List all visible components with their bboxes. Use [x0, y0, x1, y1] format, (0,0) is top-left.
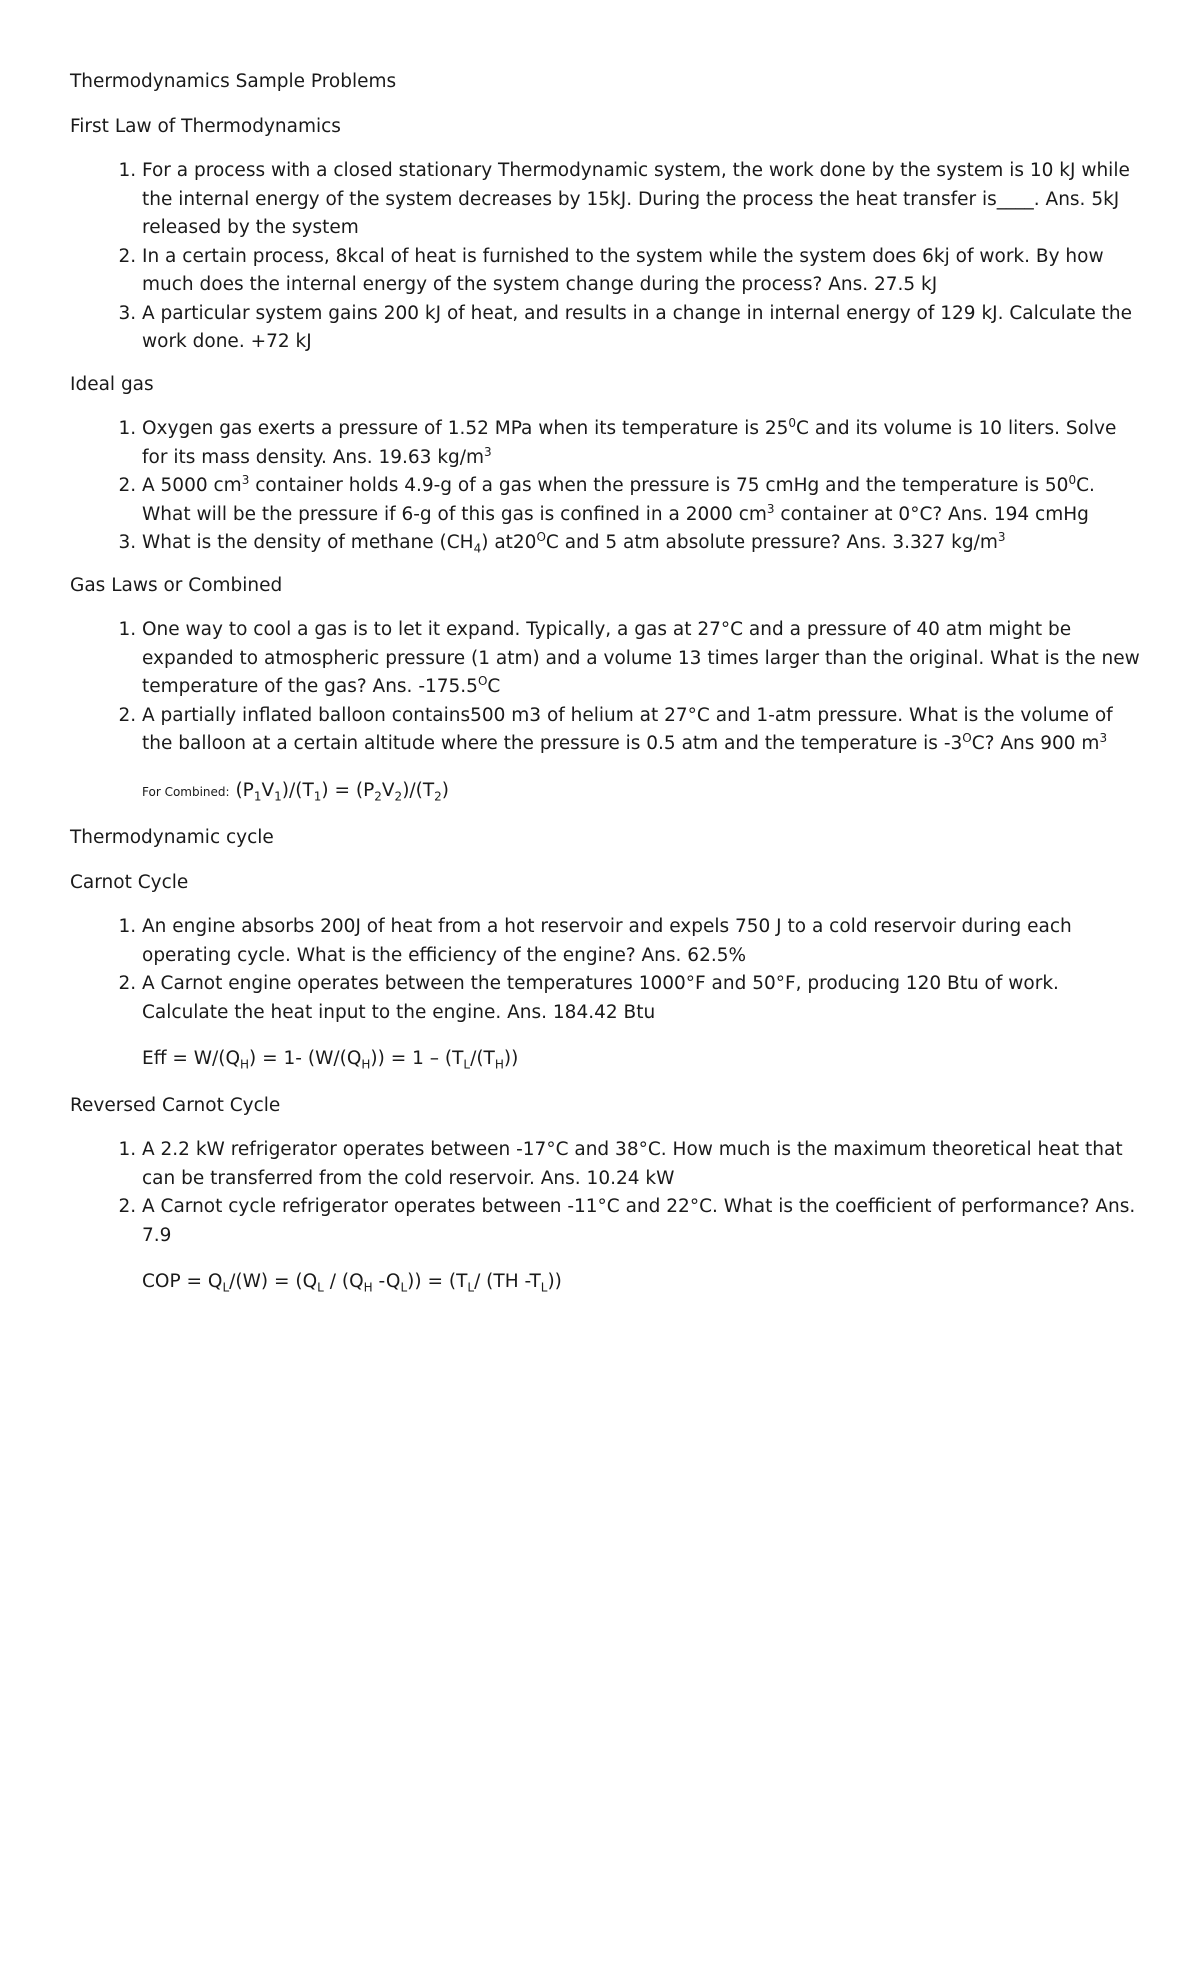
formula-part: )) = (T [407, 1271, 468, 1292]
subscript: L [540, 1280, 548, 1295]
section-heading-carnot: Carnot Cycle [70, 871, 189, 893]
text-run: C [487, 676, 501, 697]
formula-part: /(T [470, 1048, 495, 1069]
problem-item: 2. A Carnot cycle refrigerator operates between -11°C and 22°C. What is the coefficient of performance? Ans. 7.9 [142, 1193, 1140, 1250]
text-run: C and 5 atm absolute pressure? Ans. 3.327 kg/m [545, 532, 998, 553]
text-run: A 5000 cm [142, 475, 242, 496]
text-run: container holds 4.9-g of a gas when the pressure is 75 cmHg and the temperature is 50 [249, 475, 1069, 496]
formula-part: )) [503, 1048, 519, 1069]
problem-item [142, 415, 1140, 472]
formula-part: )) = 1 – (T [370, 1048, 464, 1069]
problem-item [142, 702, 1140, 759]
formula-part: )) [547, 1271, 562, 1292]
superscript: 0 [1068, 472, 1077, 487]
text-run: C and its volume is 10 liters. Solve for its mass density. Ans. 19.63 kg/m [142, 418, 1117, 468]
subscript: L [222, 1280, 230, 1295]
problem-item: 1. An engine absorbs 200J of heat from a hot reservoir and expels 750 J to a cold reservoir during each operating cycle. What is the efficiency of the engine? Ans. 62.5% [142, 913, 1140, 970]
combined-gas-law-formula [142, 777, 1140, 807]
formula-part: Eff = W/(Q [142, 1048, 241, 1069]
subscript: 1 [253, 789, 262, 804]
text-run: container at 0°C? Ans. 194 cmHg [774, 503, 1089, 525]
formula-part: )/(T [402, 779, 435, 801]
section-heading-first-law: First Law of Thermodynamics [70, 115, 341, 137]
formula-part: / (Q [323, 1271, 364, 1292]
problem-item: 1. For a process with a closed stationary Thermodynamic system, the work done by the system is 10 kJ while the internal energy of the system decreases by 15kJ. During the process the heat transfer is____. Ans. 5kJ released by the system [142, 157, 1140, 243]
ideal-gas-problem-list [70, 415, 1140, 558]
formula-part: COP = Q [142, 1271, 223, 1292]
subscript: 4 [473, 541, 482, 556]
formula-part: (P [235, 779, 254, 801]
section-heading-reversed-carnot: Reversed Carnot Cycle [70, 1094, 281, 1116]
reversed-carnot-problem-list [70, 1136, 1140, 1250]
formula-part: /(W) = (Q [229, 1271, 318, 1292]
formula-part: ) = (P [321, 779, 375, 801]
formula-part: V [381, 779, 395, 801]
text-run: C? Ans 900 m [971, 733, 1100, 754]
text-run: What is the density of methane (CH [142, 532, 474, 553]
superscript: O [477, 673, 488, 688]
subscript: 2 [434, 789, 442, 804]
first-law-problem-list [70, 157, 1140, 357]
problem-item [142, 529, 1140, 558]
subscript: L [400, 1280, 408, 1295]
subscript: 1 [274, 789, 282, 804]
superscript: O [962, 730, 972, 745]
text-run: ) at20 [481, 532, 537, 553]
carnot-efficiency-formula [142, 1045, 1140, 1074]
formula-part: / (TH -T [474, 1271, 541, 1292]
section-heading-gas-laws: Gas Laws or Combined [70, 574, 283, 596]
formula-part: V [261, 779, 275, 801]
subscript: H [361, 1057, 371, 1072]
subscript: 2 [394, 789, 403, 804]
subscript: H [363, 1280, 373, 1295]
text-run: One way to cool a gas is to let it expand. Typically, a gas at 27°C and a pressure of 40 atm might be expanded to atmospheric pressure (1 atm) and a volume 13 times larger than the original. What is the new temperature of the gas? Ans. -175.5 [142, 619, 1140, 697]
subscript: L [463, 1057, 471, 1072]
text-run: C. What will be the pressure if 6-g of this gas is confined in a 2000 cm [142, 475, 1095, 525]
cop-formula [142, 1268, 1140, 1297]
carnot-problem-list [70, 913, 1140, 1027]
subscript: H [240, 1057, 250, 1072]
subscript: 2 [374, 789, 382, 804]
superscript: 3 [1099, 730, 1108, 745]
formula-part: )/(T [281, 779, 314, 801]
subscript: L [317, 1280, 324, 1295]
formula-part: -Q [372, 1271, 401, 1292]
subscript: L [467, 1280, 475, 1295]
subscript: 1 [313, 789, 322, 804]
superscript: 3 [484, 444, 492, 459]
superscript: 3 [997, 529, 1006, 544]
superscript: 0 [788, 415, 797, 430]
superscript: O [536, 529, 546, 544]
superscript: 3 [766, 501, 775, 516]
text-run: Oxygen gas exerts a pressure of 1.52 MPa when its temperature is 25 [142, 418, 789, 439]
gas-laws-problem-list [70, 616, 1140, 759]
text-run: A partially inflated balloon contains500 m3 of helium at 27°C and 1-atm pressure. What is the volume of the balloon at a certain altitude where the pressure is 0.5 atm and the temperature is -3 [142, 704, 1113, 754]
superscript: 3 [241, 472, 250, 487]
problem-item [142, 616, 1140, 702]
problem-item: 2. In a certain process, 8kcal of heat is furnished to the system while the system does 6kj of work. By how much does the internal energy of the system change during the process? Ans. 27.5 kJ [142, 243, 1140, 300]
section-heading-ideal-gas: Ideal gas [70, 373, 154, 395]
formula-label: For Combined: [142, 784, 230, 799]
document-title: Thermodynamics Sample Problems [70, 71, 397, 92]
section-heading-thermo-cycle: Thermodynamic cycle [70, 827, 274, 848]
problem-item: 1. A 2.2 kW refrigerator operates between -17°C and 38°C. How much is the maximum theoretical heat that can be transferred from the cold reservoir. Ans. 10.24 kW [142, 1136, 1140, 1193]
problem-item: 2. A Carnot engine operates between the temperatures 1000°F and 50°F, producing 120 Btu of work. Calculate the heat input to the engine. Ans. 184.42 Btu [142, 970, 1140, 1027]
subscript: H [494, 1057, 504, 1072]
formula-part: ) = 1- (W/(Q [249, 1048, 362, 1069]
formula-part: ) [441, 779, 450, 801]
problem-item [142, 472, 1140, 529]
problem-item: 3. A particular system gains 200 kJ of heat, and results in a change in internal energy of 129 kJ. Calculate the work done. +72 kJ [142, 300, 1140, 357]
